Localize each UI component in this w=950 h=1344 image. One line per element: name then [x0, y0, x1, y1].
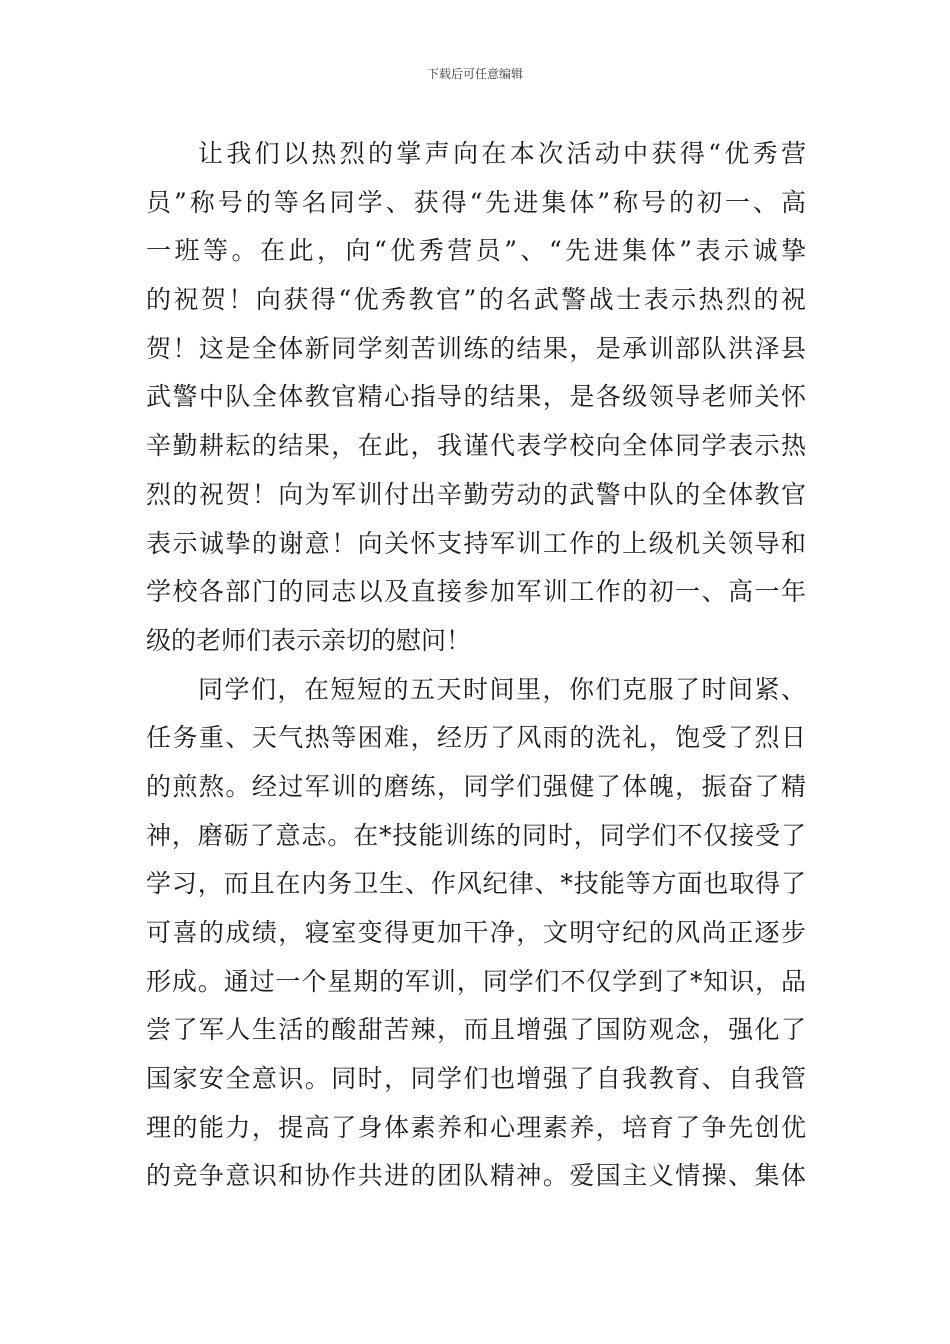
text-line-6: 武警中队全体教官精心指导的结果，是各级领导老师关怀	[146, 382, 806, 412]
text-line-19: 尝了军人生活的酸甜苦辣，而且增强了国防观念，强化了	[146, 1015, 806, 1045]
text-line-8: 烈的祝贺！向为军训付出辛勤劳动的武警中队的全体教官	[146, 479, 806, 509]
text-line-13: 任务重、天气热等困难，经历了风雨的洗礼，饱受了烈日	[146, 723, 806, 753]
text-line-1: 让我们以热烈的掌声向在本次活动中获得“优秀营	[198, 139, 806, 168]
text-line-17: 可喜的成绩，寝室变得更加干净，文明守纪的风尚正逐步	[146, 918, 806, 947]
text-line-22: 的竞争意识和协作共进的团队精神。爱国主义情操、集体	[146, 1161, 806, 1191]
text-line-7: 辛勤耕耘的结果，在此，我谨代表学校向全体同学表示热	[146, 431, 806, 461]
text-line-10: 学校各部门的同志以及直接参加军训工作的初一、高一年	[146, 577, 806, 607]
text-line-9: 表示诚挚的谢意！向关怀支持军训工作的上级机关领导和	[146, 528, 806, 558]
text-line-14: 的煎熬。经过军训的磨练，同学们强健了体魄，振奋了精	[146, 771, 806, 801]
text-line-20: 国家安全意识。同时，同学们也增强了自我教育、自我管	[146, 1064, 806, 1094]
text-line-5: 贺！这是全体新同学刻苦训练的结果，是承训部队洪泽县	[146, 333, 806, 363]
text-line-3: 一班等。在此，向“优秀营员”、“先进集体”表示诚挚	[146, 236, 806, 266]
text-line-16: 学习，而且在内务卫生、作风纪律、*技能等方面也取得了	[146, 869, 806, 899]
text-line-4: 的祝贺！向获得“优秀教官”的名武警战士表示热烈的祝	[146, 285, 806, 315]
text-line-18: 形成。通过一个星期的军训，同学们不仅学到了*知识，品	[146, 966, 806, 996]
text-line-12: 同学们，在短短的五天时间里，你们克服了时间紧、	[198, 674, 806, 704]
body-text	[146, 130, 806, 1201]
text-line-21: 理的能力，提高了身体素养和心理素养，培育了争先创优	[146, 1112, 806, 1142]
text-line-15: 神，磨砺了意志。在*技能训练的同时，同学们不仅接受了	[146, 820, 806, 850]
page-header: 下载后可任意编辑	[426, 67, 523, 81]
text-line-11: 级的老师们表示亲切的慰问！	[146, 625, 472, 655]
text-line-2: 员”称号的等名同学、获得“先进集体”称号的初一、高	[146, 187, 806, 217]
